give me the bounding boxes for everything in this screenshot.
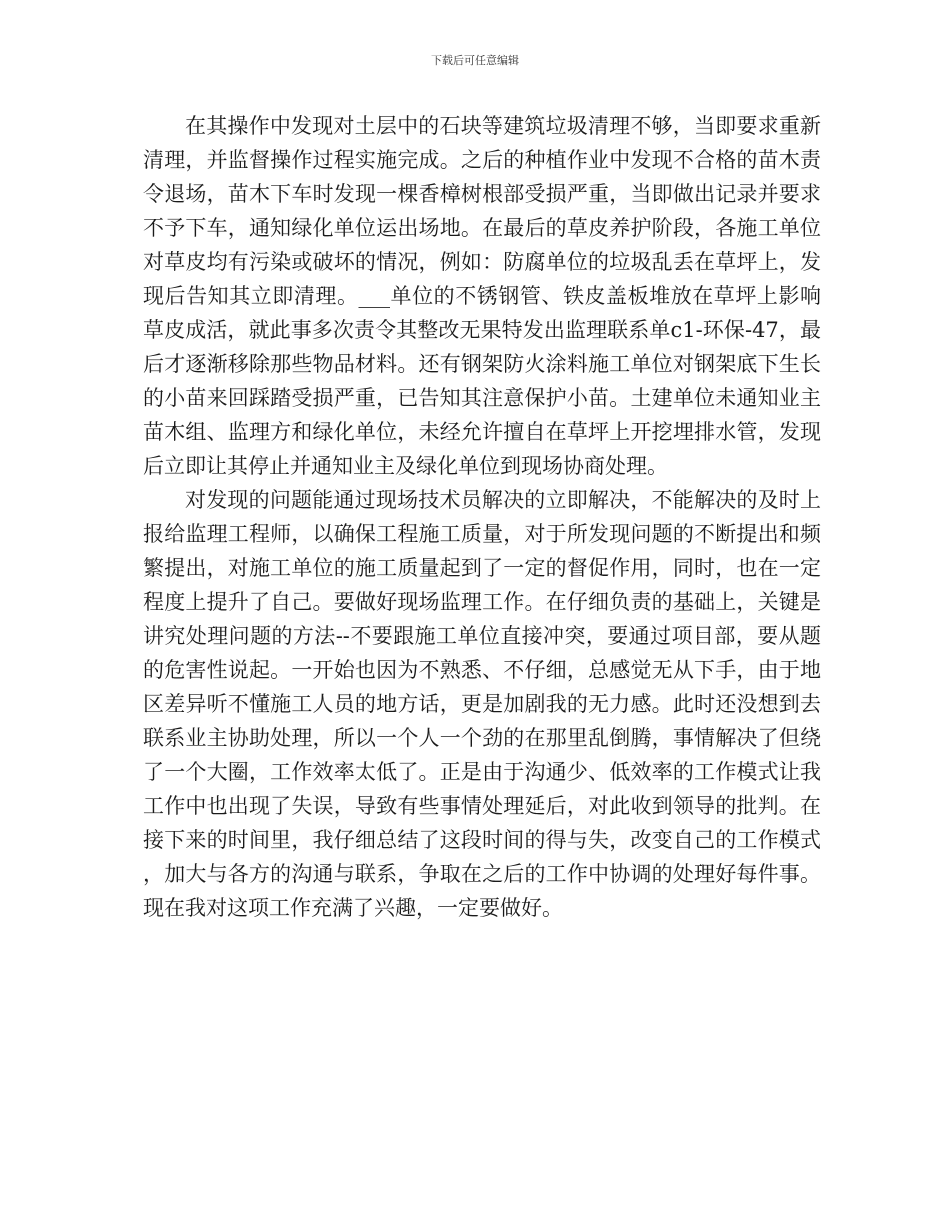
document-body [143,109,821,925]
paragraph-1: 在其操作中发现对土层中的石块等建筑垃圾清理不够，当即要求重新清理，并监督操作过程实施完成。之后的种植作业中发现不合格的苗木责令退场，苗木下车时发现一棵香樟树根部受损严重，当即做出记录并要求不予下车，通知绿化单位运出场地。在最后的草皮养护阶段，各施工单位对草皮均有污染或破坏的情况，例如：防腐单位的垃圾乱丢在草坪上，发现后告知其立即清理。___单位的不锈钢管、铁皮盖板堆放在草坪上影响草皮成活，就此事多次责令其整改无果特发出监理联系单c1-环保-47，最后才逐渐移除那些物品材料。还有钢架防火涂料施工单位对钢架底下生长的小苗来回踩踏受损严重，已告知其注意保护小苗。土建单位未通知业主苗木组、监理方和绿化单位，未经允许擅自在草坪上开挖埋排水管，发现后立即让其停止并通知业主及绿化单位到现场协商处理。 [143,114,821,478]
paragraph-2: 对发现的问题能通过现场技术员解决的立即解决，不能解决的及时上报给监理工程师，以确保工程施工质量，对于所发现问题的不断提出和频繁提出，对施工单位的施工质量起到了一定的督促作用，同时，也在一定程度上提升了自己。要做好现场监理工作。在仔细负责的基础上，关键是讲究处理问题的方法--不要跟施工单位直接冲突，要通过项目部，要从题的危害性说起。一开始也因为不熟悉、不仔细，总感觉无从下手，由于地区差异听不懂施工人员的地方话，更是加剧我的无力感。此时还没想到去联系业主协助处理，所以一个人一个劲的在那里乱倒腾，事情解决了但绕了一个大圈，工作效率太低了。正是由于沟通少、低效率的工作模式让我工作中也出现了失误，导致有些事情处理延后，对此收到领导的批判。在接下来的时间里，我仔细总结了这段时间的得与失，改变自己的工作模式，加大与各方的沟通与联系，争取在之后的工作中协调的处理好每件事。现在我对这项工作充满了兴趣，一定要做好。 [143,488,821,920]
page-header: 下载后可任意编辑 [431,54,519,67]
